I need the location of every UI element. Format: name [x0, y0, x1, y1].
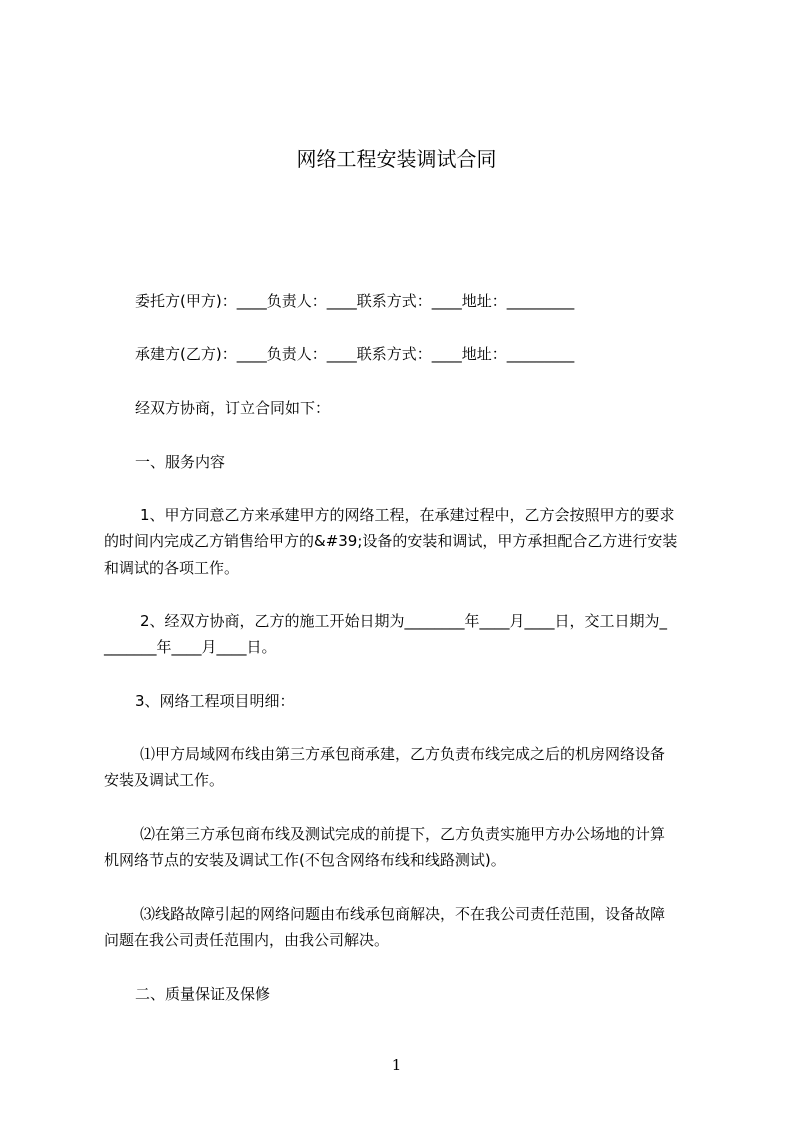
item-1-line-3: 和调试的各项工作。 — [104, 559, 240, 577]
party-a-line: 委托方(甲方)：____负责人：____联系方式：____地址：_________ — [135, 292, 575, 310]
item-3-heading: 3、网络工程项目明细： — [135, 692, 295, 710]
document-title: 网络工程安装调试合同 — [296, 147, 497, 171]
item-2-line-1: 2、经双方协商，乙方的施工开始日期为________年____月____日，交工日期为_ — [140, 612, 668, 630]
section-heading-services: 一、服务内容 — [135, 453, 226, 471]
sub-item-3-line-1: ⑶线路故障引起的网络问题由布线承包商解决，不在我公司责任范围，设备故障 — [140, 905, 666, 923]
item-2-line-2: _______年____月____日。 — [104, 638, 277, 656]
sub-item-3-line-2: 问题在我公司责任范围内，由我公司解决。 — [104, 931, 390, 949]
party-b-line: 承建方(乙方)：____负责人：____联系方式：____地址：_________ — [135, 345, 575, 363]
sub-item-2-line-1: ⑵在第三方承包商布线及测试完成的前提下，乙方负责实施甲方办公场地的计算 — [140, 825, 666, 843]
sub-item-2-line-2: 机网络节点的安装及调试工作(不包含网络布线和线路测试)。 — [104, 851, 506, 869]
agreement-intro: 经双方协商，订立合同如下： — [135, 399, 331, 417]
page-number: 1 — [391, 1056, 402, 1074]
sub-item-1-line-1: ⑴甲方局域网布线由第三方承包商承建，乙方负责布线完成之后的机房网络设备 — [140, 745, 666, 763]
section-heading-warranty: 二、质量保证及保修 — [135, 985, 271, 1003]
sub-item-1-line-2: 安装及调试工作。 — [104, 771, 225, 789]
item-1-line-1: 1、甲方同意乙方来承建甲方的网络工程，在承建过程中，乙方会按照甲方的要求 — [140, 506, 675, 524]
item-1-line-2: 的时间内完成乙方销售给甲方的&#39;设备的安装和调试，甲方承担配合乙方进行安装 — [104, 532, 678, 550]
